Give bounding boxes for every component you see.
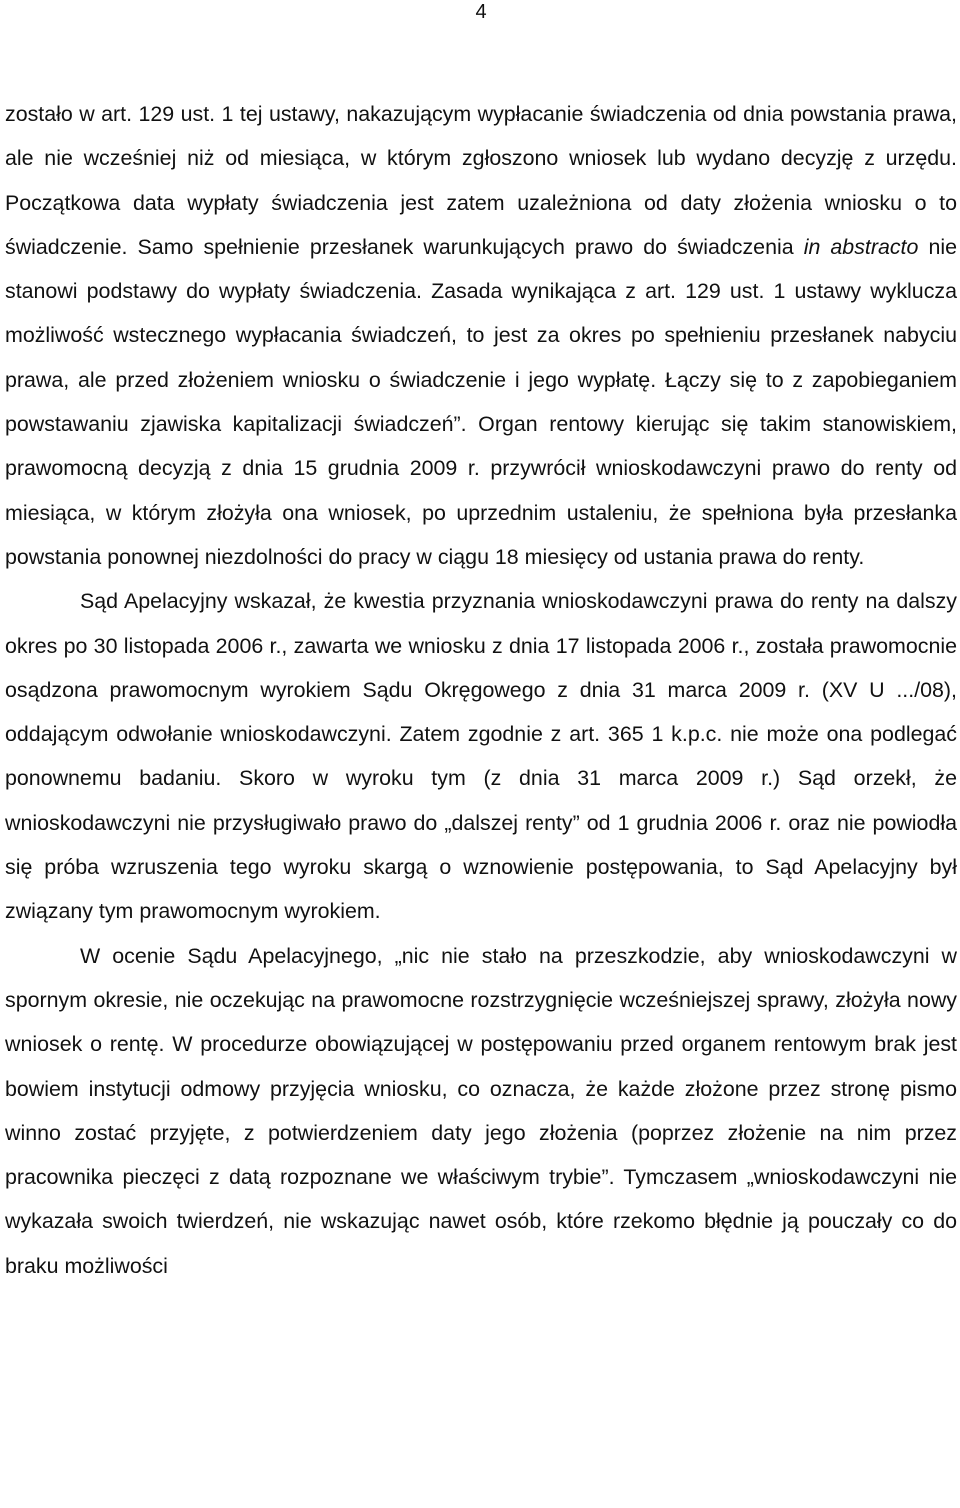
paragraph-1 [5, 92, 957, 579]
paragraph-1-italic-phrase: in abstracto [803, 234, 919, 259]
document-body [5, 92, 957, 1288]
paragraph-3: W ocenie Sądu Apelacyjnego, „nic nie stało na przeszkodzie, aby wnioskodawczyni w spornym okresie, nie oczekując na prawomocne rozstrzygnięcie wcześniejszej sprawy, złożyła nowy wniosek o rentę. W procedurze obowiązującej w postępowaniu przed organem rentowym brak jest bowiem instytucji odmowy przyjęcia wniosku, co oznacza, że każde złożone przez stronę pismo winno zostać przyjęte, z potwierdzeniem daty jego złożenia (poprzez złożenie na nim przez pracownika pieczęci z datą rozpoznane we właściwym trybie”. Tymczasem „wnioskodawczyni nie wykazała swoich twierdzeń, nie wskazując nawet osób, które rzekomo błędnie ją pouczały co do braku możliwości [5, 943, 957, 1278]
paragraph-1-text-end: nie stanowi podstawy do wypłaty świadczenia. Zasada wynikająca z art. 129 ust. 1 ustawy wyklucza możliwość wstecznego wypłacania świadczeń, to jest za okres po spełnieniu przesłanek nabyciu prawa, ale przed złożeniem wniosku o świadczenie i jego wypłatę. Łączy się to z zapobieganiem powstawaniu zjawiska kapitalizacji świadczeń”. Organ rentowy kierując się takim stanowiskiem, prawomocną decyzją z dnia 15 grudnia 2009 r. przywrócił wnioskodawczyni prawo do renty od miesiąca, w którym złożyła ona wniosek, po uprzednim ustaleniu, że spełniona była przesłanka powstania ponownej niezdolności do pracy w ciągu 18 miesięcy od ustania prawa do renty. [5, 234, 957, 569]
paragraph-1-text-start: zostało w art. 129 ust. 1 tej ustawy, nakazującym wypłacanie świadczenia od dnia powstania prawa, ale nie wcześniej niż od miesiąca, w którym zgłoszono wniosek lub wydano decyzję z urzędu. Początkowa data wypłaty świadczenia jest zatem uzależniona od daty złożenia wniosku o to świadczenie. Samo spełnienie przesłanek warunkujących prawo do świadczenia [5, 102, 957, 259]
page-number: 4 [475, 1, 487, 23]
paragraph-2: Sąd Apelacyjny wskazał, że kwestia przyznania wnioskodawczyni prawa do renty na dalszy okres po 30 listopada 2006 r., zawarta we wniosku z dnia 17 listopada 2006 r., została prawomocnie osądzona prawomocnym wyrokiem Sądu Okręgowego z dnia 31 marca 2009 r. (XV U .../08), oddającym odwołanie wnioskodawczyni. Zatem zgodnie z art. 365 1 k.p.c. nie może ona podlegać ponownemu badaniu. Skoro w wyroku tym (z dnia 31 marca 2009 r.) Sąd orzekł, że wnioskodawczyni nie przysługiwało prawo do „dalszej renty” od 1 grudnia 2006 r. oraz nie powiodła się próba wzruszenia tego wyroku skargą o wznowienie postępowania, to Sąd Apelacyjny był związany tym prawomocnym wyrokiem. [5, 589, 957, 924]
